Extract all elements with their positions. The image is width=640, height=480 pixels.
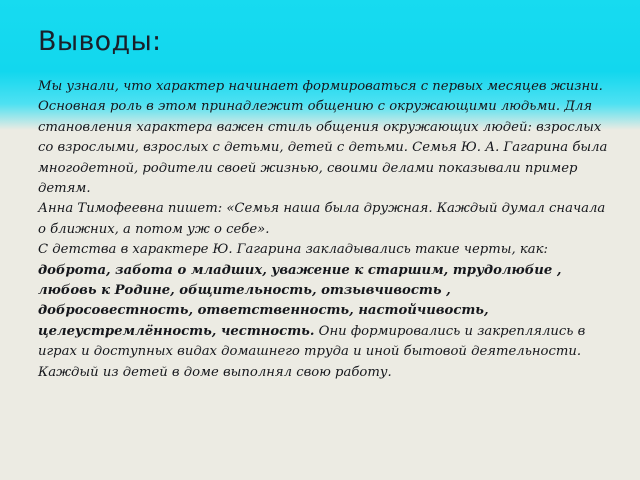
paragraph-conclusions: Мы узнали, что характер начинает формироваться с первых месяцев жизни. Основная роль в этом принадлежит общению с окружающими людьми. Для становления характера важен стиль общения окружающих людей: взрослых со взрослыми, взрослых с детьми, детей с детьми. Семья Ю. А. Гагарина была многодетной, родители своей жизнью, своими делами показывали пример детям. — [38, 79, 608, 197]
paragraph-quote: Анна Тимофеевна пишет: «Семья наша была дружная. Каждый думал сначала о ближних, а потом уж о себе». — [38, 201, 606, 237]
traits-outro: Они формировались и закреплялись в играх и доступных видах домашнего труда и иной бытовой деятельности. Каждый из детей в доме выполнял свою работу. — [38, 323, 586, 380]
slide-title: Выводы: — [38, 26, 162, 57]
traits-intro: С детства в характере Ю. Гагарина закладывались такие черты, как: — [38, 242, 548, 258]
paragraph-traits — [38, 240, 610, 383]
traits-list: доброта, забота о младших, уважение к старшим, трудолюбие , любовь к Родине, общительность, отзывчивость , добросовестность, ответственность, настойчивость, целеустремлённость, честность. — [38, 262, 562, 339]
slide-body — [38, 77, 610, 383]
